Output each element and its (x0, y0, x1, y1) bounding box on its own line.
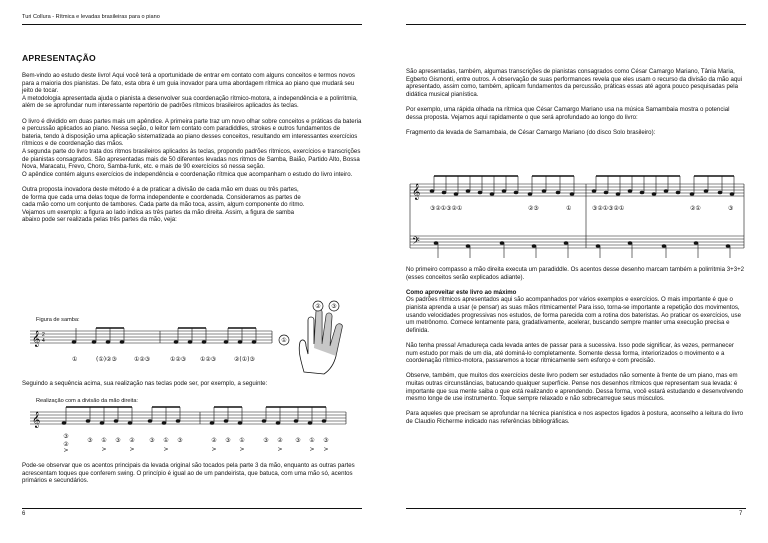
fingering-label: ① (163, 437, 169, 444)
fingering-label: ③ (63, 433, 69, 440)
paragraph: Bem-vindo ao estudo deste livro! Aqui você terá a oportunidade de entrar em contato com alguns conceitos e termos novos para a maioria dos pianistas. De fato, esta obra é um guia inovador para uma abordagem rítmica ao piano que mudará seu jeito de tocar. (22, 72, 355, 95)
header-rule (22, 24, 362, 25)
fingering-label: ③ (115, 437, 121, 444)
svg-text:𝄞: 𝄞 (32, 412, 41, 428)
accent-mark: > (309, 446, 315, 453)
fingering-label: ③ (149, 437, 155, 444)
paragraph: A metodologia apresentada ajuda o pianista a desenvolver sua coordenação rítmico-motora, a independência e a polirritmia, além de se aprofundar num interessante repertório de padrões rítmicos brasileiros aplicados às teclas. (22, 94, 358, 110)
note-head (466, 245, 470, 248)
fingering-label: ② (211, 437, 217, 444)
fingering-label: ②(①)③ (234, 356, 255, 363)
fingering-label: ① (239, 437, 245, 444)
footer-rule (22, 508, 362, 509)
note-head (114, 420, 118, 423)
fingering-label: ③ (177, 437, 183, 444)
fingering-label: ①②③ (134, 356, 151, 363)
page-number: 7 (739, 511, 743, 517)
paragraph: Os padrões rítmicos apresentados aqui são acompanhados por vários exemplos e exercícios. O mais importante é que o pianista aprenda a usar (e pensar) as suas mãos ritmicamente! Para isso, torna-se importante a repetição dos movimentos, usando velocidades progressivas nos estudos, de forma parecida com a rotina dos bateristas. Ao praticar os exercícios, use um metrônomo. Comece lentamente para, gradativamente, acelerar, buscando sempre manter uma execução precisa e definida. (406, 296, 741, 334)
note-head (628, 242, 632, 245)
samambaia-score (406, 170, 746, 262)
note-head (592, 190, 596, 193)
fingering-label: ③ (728, 205, 734, 212)
note-head (556, 191, 560, 194)
note-head (86, 420, 90, 423)
note-head (430, 190, 434, 193)
note-head (478, 191, 482, 194)
note-head (276, 422, 280, 425)
fingering-label: ① (309, 437, 315, 444)
note-head (564, 242, 568, 245)
paragraph: Por exemplo, uma rápida olhada na rítmica que César Camargo Mariano usa na música Samambaia mostra o potencial dessa proposta. Vejamos aqui rapidamente o que será aprofundado ao longo do livro: (406, 105, 730, 121)
footer-rule (406, 508, 746, 509)
fingering-label: (①)②③ (96, 356, 117, 363)
note-head (294, 420, 298, 423)
note-head (704, 190, 708, 193)
accent-mark: > (163, 446, 169, 453)
note-head (640, 191, 644, 194)
note-head (718, 191, 722, 194)
note-head (224, 420, 228, 423)
note-head (62, 422, 66, 425)
fingering-label: ② (129, 437, 135, 444)
note-head (652, 193, 656, 196)
right-page (384, 0, 768, 543)
accent-mark: > (129, 446, 135, 453)
note-head (100, 422, 104, 425)
fingering-label: ③②①③②① (430, 205, 463, 212)
note-head (628, 190, 632, 193)
note-head (502, 190, 506, 193)
paragraph: O apêndice contém alguns exercícios de independência e coordenação rítmica que acompanham o estudo do livro inteiro. (22, 170, 353, 178)
accent-mark: > (239, 446, 245, 453)
note-head (148, 420, 152, 423)
note-head (604, 191, 608, 194)
note-head (596, 245, 600, 248)
note-head (162, 422, 166, 425)
note-head (210, 422, 214, 425)
header-rule (406, 24, 746, 25)
svg-text:2: 2 (42, 332, 45, 338)
paragraph: No primeiro compasso a mão direita executa um paradiddle. Os acentos desse desenho marcam também a polirritmia 3+3+2 (esses conceitos serão explicados adiante). (406, 266, 745, 281)
svg-text:𝄞: 𝄞 (412, 184, 421, 200)
hand-icon (274, 298, 366, 378)
fingering-label: ① (566, 205, 572, 212)
fingering-label: ① (72, 356, 78, 363)
note-head (238, 422, 242, 425)
hand-part-label: ③ (331, 303, 337, 310)
note-head (726, 245, 730, 248)
accent-mark: > (277, 446, 283, 453)
right-text-block-top (406, 68, 746, 144)
note-head (308, 422, 312, 425)
fingering-label: ③ (323, 437, 329, 444)
note-head (694, 242, 698, 245)
svg-text:𝄢: 𝄢 (412, 235, 420, 249)
note-head (434, 242, 438, 245)
svg-text:𝄞: 𝄞 (32, 331, 41, 347)
note-head (542, 190, 546, 193)
accent-mark: > (63, 447, 69, 454)
hand-part-label: ① (281, 337, 287, 344)
subheading: Como aproveitar este livro ao máximo (406, 288, 517, 296)
note-head (676, 191, 680, 194)
running-header: Turi Collura - Rítmica e levadas brasileiras para o piano (22, 14, 160, 20)
accent-mark: > (101, 446, 107, 453)
accent-mark: > (211, 446, 217, 453)
note-head (730, 193, 734, 196)
fingering-label: ①②③ (200, 356, 217, 363)
paragraph: São apresentadas, também, algumas transcrições de pianistas consagrados como César Camargo Mariano, Tânia Maria, Egberto Gismonti, entre outros. A observação de suas performances revela que eles usam o recurso da divisão da mão aqui apresentado, assim como, também, aplicam fundamentos da percussão, práticas essas até agora pouco pesquisadas pela didática musical pianística. (406, 68, 743, 98)
figure-caption: Figura de samba: (36, 317, 80, 323)
note-head (466, 190, 470, 193)
fingering-label: ③ (263, 437, 269, 444)
fingering-label: ③ (225, 437, 231, 444)
fingering-label: ③ (295, 437, 301, 444)
note-head (442, 191, 446, 194)
figure-caption: Realização com a divisão da mão direita: (36, 398, 138, 404)
paragraph: Para aqueles que precisam se aprofundar na técnica pianística e nos aspectos ligados à postura, aconselho a leitura do livro de Claudio Richerme indicado nas referências bibliográficas. (406, 410, 744, 425)
svg-text:4: 4 (42, 338, 45, 344)
fingering-label: ① (101, 437, 107, 444)
right-text-block-bottom (406, 266, 746, 433)
note-head (662, 245, 666, 248)
paragraph: Não tenha pressa! Amadureça cada levada antes de passar para a sucessiva. Isso pode significar, às vezes, permanecer num estudo por mais de um dia, até dominá-lo completamente. Somente dessa forma, interiorizados o movimento e a coordenação rítmico-motora, passaremos a tocar ritmicamente sem esforço e com precisão. (406, 341, 734, 365)
paragraph: O livro é dividido em duas partes mais um apêndice. A primeira parte traz um novo olhar sobre conceitos e práticas da bateria e percussão aplicados ao piano. Nessa seção, o leitor tem contato com paradiddles, strokes e outros fundamentos de bateria, tendo à disposição uma aplicação sistematizada ao piano desses conceitos, resultando em interessantes exercícios rítmicos e de coordenação das mãos. (22, 117, 362, 148)
note-head (514, 191, 518, 194)
paragraph: A segunda parte do livro trata dos ritmos brasileiros aplicados às teclas, propondo padrões rítmicos, exercícios e transcrições de pianistas consagrados. São apresentadas mais de 50 diferentes levadas nos ritmos de Samba, Baião, Partido Alto, Bossa Nova, Maracatu, Frevo, Choro, Samba-funk, etc. e mais de 90 exercícios só nessa seção. (22, 147, 361, 171)
left-text-block (22, 72, 362, 231)
fingering-label: ②③ (528, 205, 539, 212)
fingering-label: ②① (690, 205, 701, 212)
note-head (262, 420, 266, 423)
fingering-label: ③②①③②① (592, 205, 625, 212)
note-head (490, 193, 494, 196)
note-head (500, 242, 504, 245)
paragraph: Vejamos um exemplo: a figura ao lado indica as três partes da mão direita. Assim, a figura de samba abaixo pode ser realizada pelas três partes da mão, veja: (22, 208, 294, 224)
samba-figure-staff (30, 325, 278, 367)
note-head (176, 420, 180, 423)
page-number: 6 (22, 511, 26, 517)
note-head (322, 420, 326, 423)
realization-staff (30, 404, 350, 454)
note-head (528, 193, 532, 196)
paragraph: Pode-se observar que os acentos principais da levada original são tocados pela parte 3 da mão, enquanto as outras partes acrescentam toques que conferem swing. O princípio é igual ao de um pandeirista, que batuca, com uma mão só, acentos primários e secundários. (22, 462, 355, 485)
section-heading: APRESENTAÇÃO (22, 53, 96, 63)
accent-mark: > (323, 446, 329, 453)
paragraph: Observe, também, que muitos dos exercícios deste livro podem ser estudados não somente à frente de um piano, mas em muitas outras circunstâncias, batucando qualquer superfície. Pense nos desenhos rítmicos que representam sua levada: é importante que sua mente saiba o que está realizando e aprendendo. Dessa forma, você estará estudando e desenvolvendo mesmo longe de use instrumento. Toque sempre relaxado e não sobrecarregue seus músculos. (406, 372, 744, 403)
fingering-label: ③ (87, 437, 93, 444)
fingering-label: ② (277, 437, 283, 444)
paragraph: Outra proposta inovadora deste método é a de praticar a divisão de cada mão em duas ou três partes, de forma que cada uma delas toque de forma independente e coordenada. Consideramos as partes de cada mão como um conjunto de tambores. Cada parte da mão toca, assim, algum componente do ritmo. (22, 185, 305, 209)
hand-part-label: ② (315, 303, 321, 310)
note-head (690, 193, 694, 196)
note-head (128, 422, 132, 425)
paragraph: Seguindo a sequência acima, sua realização nas teclas pode ser, por exemplo, a seguinte: (22, 380, 268, 387)
fingering-label: ② (63, 441, 69, 448)
fingering-label: ①②③ (170, 356, 187, 363)
note-head (570, 193, 574, 196)
figure-caption: Fragmento da levada de Samambaia, de César Camargo Mariano (do disco Solo brasileiro): (406, 128, 656, 136)
note-head (532, 245, 536, 248)
note-head (616, 193, 620, 196)
note-head (664, 190, 668, 193)
note-head (454, 193, 458, 196)
